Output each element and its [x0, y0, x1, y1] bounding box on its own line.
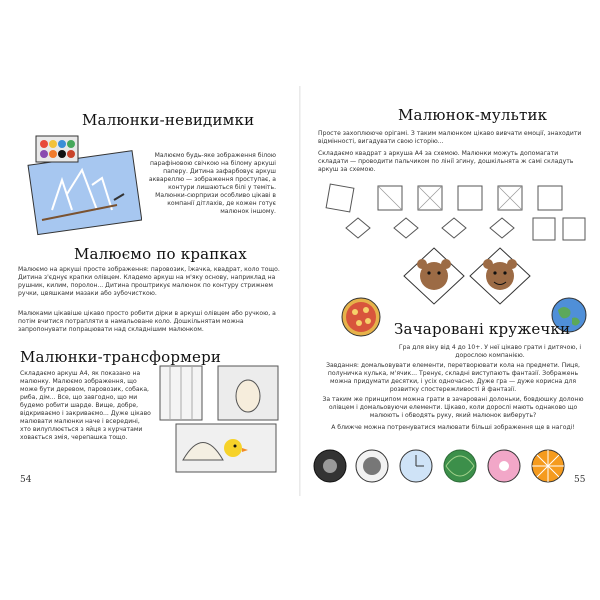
magic-circles-text-1: Гра для віку від 4 до 10+. У неї цікаво грати і дитячою, і дорослою компанією.	[398, 344, 582, 359]
magic-circles-text-3: За таким же принципом можна грати в зачаровані долоньки, бовдюшку долоню олівцем і домальовуючи елементи. Цікаво, коли дорослі мають однаково що малюють і обводять руку, який малюнок виберуть?	[322, 396, 584, 419]
origami-folding-diagram	[318, 178, 588, 248]
transformer-drawings-title: Малюнки-трансформери	[20, 348, 222, 366]
origami-bear-faces	[402, 246, 532, 306]
bottom-circles-row	[312, 444, 592, 488]
transformer-drawings-text: Складаємо аркуш А4, як показано на малюнку. Малюємо зображення, що може бути деревом, паровозик, собака, риба, дім... Все, що завгодно, що ми будемо робити шарде. Вище, добре, відкриваємо і закриваємо... Дуже цікаво малювати малюнки наче і всередині, хто вилуплюється з яйця з курчатами ховається змія, черепашка тощо.	[20, 370, 151, 441]
magic-circles-title: Зачаровані кружечки	[394, 320, 571, 338]
magic-circles-text-4: А ближче можна потренуватися малювати більші зображення ще в нагоді!	[331, 424, 575, 431]
left-page-number: 54	[20, 475, 32, 485]
dot-drawing-title: Малюємо по крапках	[74, 245, 247, 263]
magic-circles-text-2: Завдання: домальовувати елементи, перетворювати кола на предмети. Пиця, полуничка кулька, м'ячик... Тренує, складні виступають фантазії. Зображень можна придумати десятки, і усіх одночасно. Дуже гра — дуже корисна для розвитку спостережливості й фантазії.	[326, 362, 580, 393]
paint-palette-illustration	[22, 130, 142, 240]
invisible-drawings-text: Малюємо будь-яке зображення білою парафіновою свічкою на білому аркуші паперу. Дитина зафарбовує аркуш аквареллю — зображення проступає, а контури лишаються білі у теміть. Малюнки-сюрпризи особливо цікаві в компанії дітлахів, де кожен готує малюнок іншому.	[148, 152, 276, 215]
dot-drawing-text-2: Малюками цікавіше цікаво просто робити дірки в аркуші олівцем або ручкою, а потім вчитися потрапляти в намальоване коло. Дошкільнятам можна запропонувати попрацювати над складнішим малюнком.	[18, 310, 276, 333]
cartoon-drawing-text-1: Просте захоплююче орігамі. З таким малюнком цікаво вивчати емоції, знаходити відмінності, вигадувати свою історію...	[318, 130, 582, 145]
invisible-drawings-title: Малюнки-невидимки	[82, 111, 255, 129]
pizza-circle-icon	[340, 296, 382, 338]
book-spine	[299, 86, 301, 496]
cartoon-drawing-title: Малюнок-мультик	[398, 106, 548, 124]
folded-paper-egg-illustration	[158, 364, 283, 474]
right-page-number: 55	[574, 475, 586, 485]
dot-drawing-text-1: Малюємо на аркуші просте зображення: паровозик, їжачка, квадрат, коло тощо. Дитина з'єднує крапки олівцем. Кладемо аркуш на м'яку основу, наприклад на рушник, килим, поролон... Дитина проштрикує малюнок по контуру стрижнем ручки, цвяшками мазаки або зубочисткою.	[18, 266, 280, 297]
cartoon-drawing-text-2: Складаємо квадрат з аркуша А4 за схемою. Малюнки можуть допомагати складати — проводити пальчиком по лінії згину, дошкільнята ж самі складуть аркуш за схемою.	[318, 150, 574, 173]
